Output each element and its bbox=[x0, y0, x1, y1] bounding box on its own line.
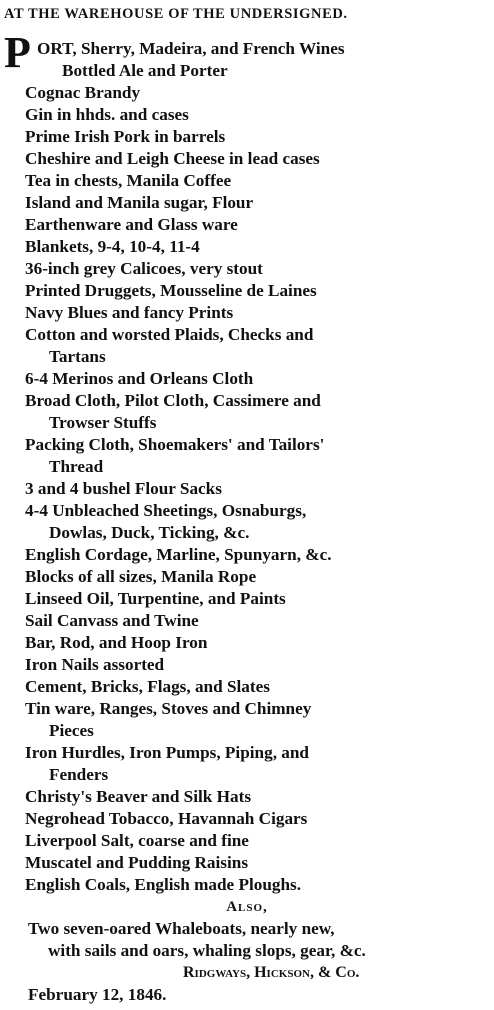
item-line: Muscatel and Pudding Raisins bbox=[25, 853, 249, 872]
item-line: Navy Blues and fancy Prints bbox=[25, 303, 234, 322]
item-line: Blankets, 9-4, 10-4, 11-4 bbox=[25, 237, 200, 256]
item-continuation: Trowser Stuffs bbox=[49, 413, 157, 432]
item-line: Gin in hhds. and cases bbox=[25, 105, 189, 124]
also-label: Also, bbox=[226, 899, 268, 915]
item-line: Tin ware, Ranges, Stoves and Chimney bbox=[25, 699, 312, 718]
item-continuation: Pieces bbox=[49, 721, 94, 740]
item-line: 3 and 4 bushel Flour Sacks bbox=[25, 479, 222, 498]
item-line: Sail Canvass and Twine bbox=[25, 611, 199, 630]
item-continuation: Fenders bbox=[49, 765, 109, 784]
item-line: Blocks of all sizes, Manila Rope bbox=[25, 567, 257, 586]
item-line: Island and Manila sugar, Flour bbox=[25, 193, 254, 212]
item-continuation: Tartans bbox=[49, 347, 106, 366]
item-line: Iron Hurdles, Iron Pumps, Piping, and bbox=[25, 743, 309, 762]
item-continuation: Thread bbox=[49, 457, 104, 476]
item-line: Bottled Ale and Porter bbox=[62, 61, 228, 80]
item-line: 4-4 Unbleached Sheetings, Osnaburgs, bbox=[25, 501, 307, 520]
item-line: Printed Druggets, Mousseline de Laines bbox=[25, 281, 317, 300]
item-line: English Cordage, Marline, Spunyarn, &c. bbox=[25, 545, 332, 564]
item-line: English Coals, English made Ploughs. bbox=[25, 875, 302, 894]
item-line: Liverpool Salt, coarse and fine bbox=[25, 831, 249, 850]
item-line: Packing Cloth, Shoemakers' and Tailors' bbox=[25, 435, 325, 454]
signature: Ridgways, Hickson, & Co. bbox=[183, 964, 360, 981]
item-line: Linseed Oil, Turpentine, and Paints bbox=[25, 589, 286, 608]
item-line: Broad Cloth, Pilot Cloth, Cassimere and bbox=[25, 391, 321, 410]
item-line: Cement, Bricks, Flags, and Slates bbox=[25, 677, 270, 696]
also-line: Two seven-oared Whaleboats, nearly new, bbox=[28, 919, 335, 938]
item-continuation: Dowlas, Duck, Ticking, &c. bbox=[49, 523, 250, 542]
dateline: February 12, 1846. bbox=[28, 985, 167, 1004]
item-line: Prime Irish Pork in barrels bbox=[25, 127, 226, 146]
item-line: Tea in chests, Manila Coffee bbox=[25, 171, 232, 190]
item-line: Earthenware and Glass ware bbox=[25, 215, 238, 234]
item-line: Cognac Brandy bbox=[25, 83, 141, 102]
warehouse-heading: AT THE WAREHOUSE OF THE UNDERSIGNED. bbox=[4, 6, 348, 22]
item-line: 6-4 Merinos and Orleans Cloth bbox=[25, 369, 254, 388]
item-line: ORT, Sherry, Madeira, and French Wines bbox=[37, 39, 345, 58]
item-line: Cotton and worsted Plaids, Checks and bbox=[25, 325, 314, 344]
item-line: Iron Nails assorted bbox=[25, 655, 165, 674]
item-line: Negrohead Tobacco, Havannah Cigars bbox=[25, 809, 308, 828]
also-line: with sails and oars, whaling slops, gear, &c. bbox=[48, 941, 366, 960]
item-line: 36-inch grey Calicoes, very stout bbox=[25, 259, 263, 278]
item-line: Bar, Rod, and Hoop Iron bbox=[25, 633, 208, 652]
item-line: Cheshire and Leigh Cheese in lead cases bbox=[25, 149, 320, 168]
item-line: Christy's Beaver and Silk Hats bbox=[25, 787, 252, 806]
drop-cap-letter: P bbox=[4, 28, 31, 77]
